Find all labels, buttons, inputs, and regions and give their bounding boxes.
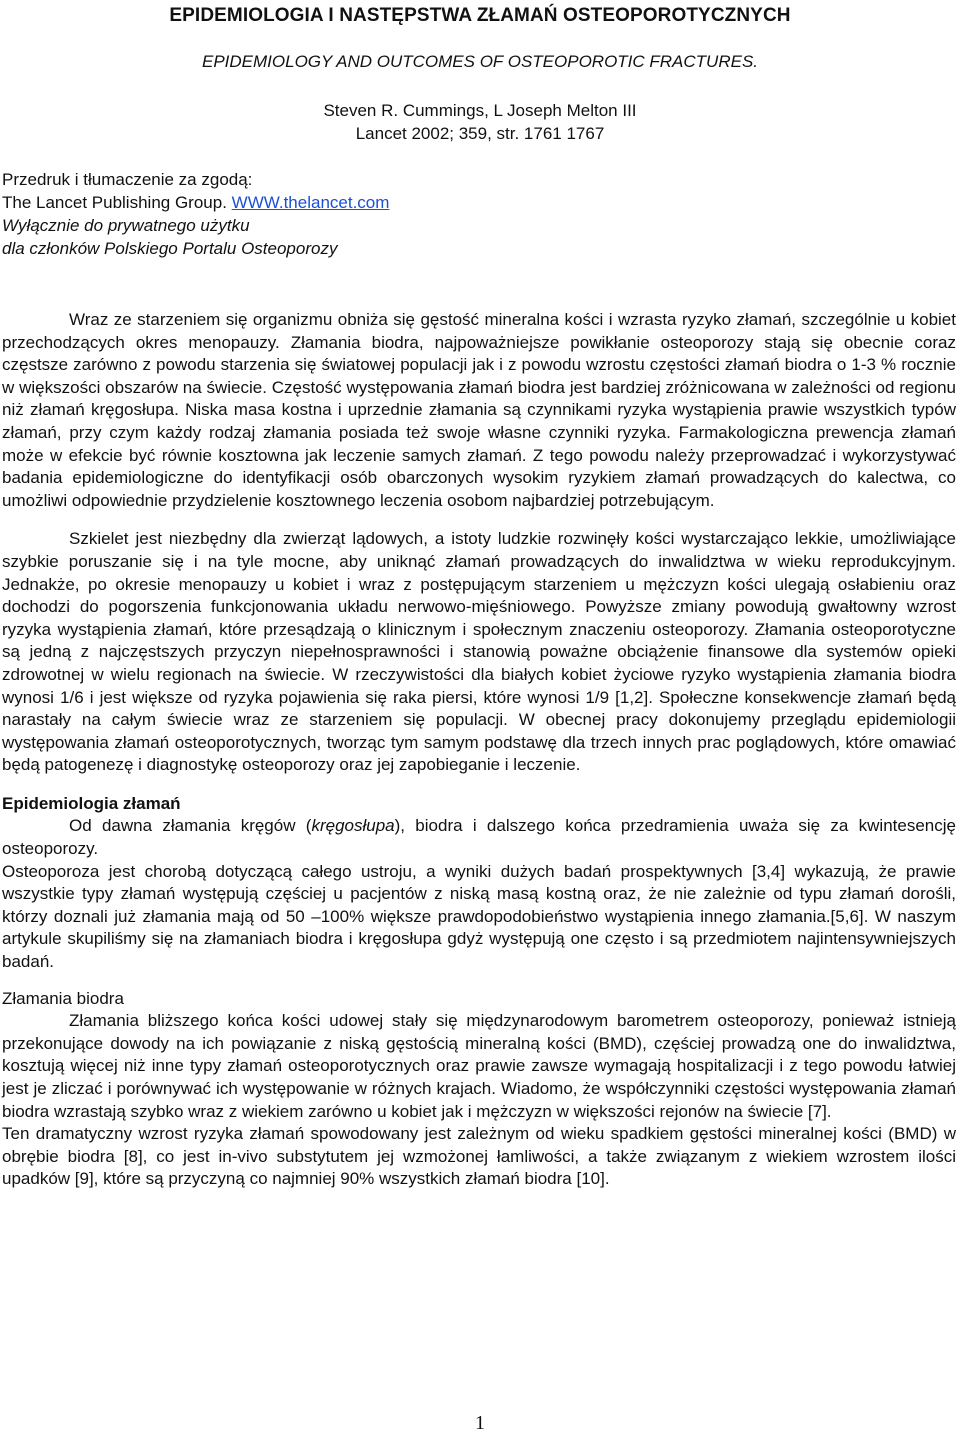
author-block [294,99,666,145]
reprint-notice [2,168,389,260]
document-subtitle: EPIDEMIOLOGY AND OUTCOMES OF OSTEOPOROTIC FRACTURES. [201,52,759,71]
authors: Steven R. Cummings, L Joseph Melton III [323,101,637,120]
document-title: EPIDEMIOLOGIA I NASTĘPSTWA ZŁAMAŃ OSTEOPOROTYCZNYCH [169,5,791,26]
section-heading-hip-fractures: Złamania biodra [2,988,124,1008]
hip-fractures-paragraph-2: Ten dramatyczny wzrost ryzyka złamań spowodowany jest zależnym od wieku spadkiem gęstości mineralnej kości (BMD) w obrębie biodra [8], co jest in-vivo substytutem jej wzmożonej łamliwości, a także związanym z wiekiem wzrostem ilości upadków [9], które są przyczyną co najmniej 90% wszystkich złamań biodra [10]. [2,1124,956,1189]
abstract-paragraph: Wraz ze starzeniem się organizmu obniża się gęstość mineralna kości i wzrasta ryzyko złamań, szczególnie u kobiet przechodzących okres menopauzy. Złamania biodra, najpoważniejsze powikłanie osteoporozy stają się obecnie coraz częstsze zarówno z powodu starzenia się światowej populacji jak i z powodu wzrostu częstości złamań biodra o 1-3 % rocznie w większości obszarów na świecie. Częstość występowania złamań biodra jest bardziej zróżnicowana w zależności od regionu niż złamań kręgosłupa. Niska masa kostna i uprzednie złamania są czynnikami ryzyka wystąpienia prawie wszystkich typów złamań, przy czym każdy rodzaj złamania posiada też swoje własne czynniki ryzyka. Farmakologiczna prewencja złamań może w efekcie być równie kosztowna jak leczenie samych złamań. Z tego powodu należy przeprowadzać i wykorzystywać badania epidemiologiczne do identyfikacji osób obarczonych wysokim ryzykiem złamań prowadzących do kalectwa, co umożliwi odpowiednie przydzielenie kosztownego leczenia osobom najbardziej potrzebującym. [2,310,956,510]
reprint-publisher [2,191,389,214]
intro-paragraph: Szkielet jest niezbędny dla zwierząt lądowych, a istoty ludzkie rozwinęły kości wystarczająco lekkie, umożliwiające szybkie poruszanie się i na tyle mocne, aby uniknąć złamań prowadzących do inwalidztwa w wieku reprodukcyjnym. Jednakże, po okresie menopauzy u kobiet i wraz z postępującym starzeniem u mężczyzn kości ulegają osłabieniu oraz dochodzi do pogorszenia funkcjonowania układu nerwowo-mięśniowego. Powyższe zmiany powodują gwałtowny wzrost ryzyka wystąpienia złamań, które przesądzają o klinicznym i społecznym znaczeniu osteoporozy. Złamania osteoporotyczne są jedną z najczęstszych przyczyn niepełnosprawności i stanowią poważne obciążenie finansowe dla systemów opieki zdrowotnej w wielu regionach na świecie. W rzeczywistości dla białych kobiet życiowe ryzyko wystąpienia złamania biodra wynosi 1/6 i jest większe od ryzyka pojawienia się raka piersi, które wynosi 1/9 [1,2]. Społeczne konsekwencje złamań będą narastały na całym świecie wraz ze starzeniem się populacji. W obecnej pracy dokonujemy przeglądu epidemiologii występowania złamań osteoporotycznych, tworząc tym samym podstawę dla trzech innych prac poglądowych, które omawiać będą patogenezę i diagnostykę osteoporozy oraz jej zapobieganie i leczenie. [2,529,956,775]
epidemiology-paragraph: Osteoporoza jest chorobą dotyczącą całego ustroju, a wyniki dużych badań prospektywnych [3,4] wykazują, że prawie wszystkie typy złamań występują częściej u pacjentów z niską masą kostną oraz, że nie zależnie od typu złamań dorośli, którzy doznali już złamania mają od 50 –100% większe prawdopodobieństwo wystąpienia innego złamania.[5,6]. W naszym artykule skupiliśmy się na złamaniach biodra i kręgosłupa gdyż występują one często i są przedmiotem najintensywniejszych badań. [2,861,956,972]
reprint-usage: Wyłącznie do prywatnego użytku [2,216,250,235]
article-body [2,309,956,1191]
section-heading-epidemiology: Epidemiologia złamań [2,793,181,813]
page-number: 1 [475,1412,485,1434]
epidemiology-intro-paragraph [2,815,956,860]
reprint-permission: Przedruk i tłumaczenie za zgodą: [2,170,253,189]
publisher-name: The Lancet Publishing Group. [2,193,232,212]
citation: Lancet 2002; 359, str. 1761 1767 [355,124,605,143]
hip-fractures-paragraph: Złamania bliższego końca kości udowej stały się międzynarodowym barometrem osteoporozy, ponieważ istnieją przekonujące dowody na ich powiązanie z niską gęstością mineralną kości (BMD), częściej prowadzą one do inwalidztwa, kosztują więcej niż inne typy złamań osteoporotycznych oraz prawie zawsze wymagają hospitalizacji i z tego powodu łatwiej jest je zliczać i porównywać ich występowanie w różnych krajach. Wiadomo, że współczynniki częstości występowania złamań biodra wzrastają szybko wraz z wiekiem zarówno u kobiet jak i mężczyzn w większości rejonów na świecie [7]. [2,1011,956,1121]
publisher-link[interactable]: WWW.thelancet.com [231,193,390,212]
epidemiology-intro-emphasis: kręgosłupa [311,816,395,836]
epidemiology-intro-text-a: Od dawna złamania kręgów ( [69,816,312,836]
epidemiology-intro-text-b: ), biodra i dalszego końca przedramienia uważa się za kwintesencję osteoporozy. [2,816,956,859]
reprint-audience: dla członków Polskiego Portalu Osteoporozy [2,239,338,258]
